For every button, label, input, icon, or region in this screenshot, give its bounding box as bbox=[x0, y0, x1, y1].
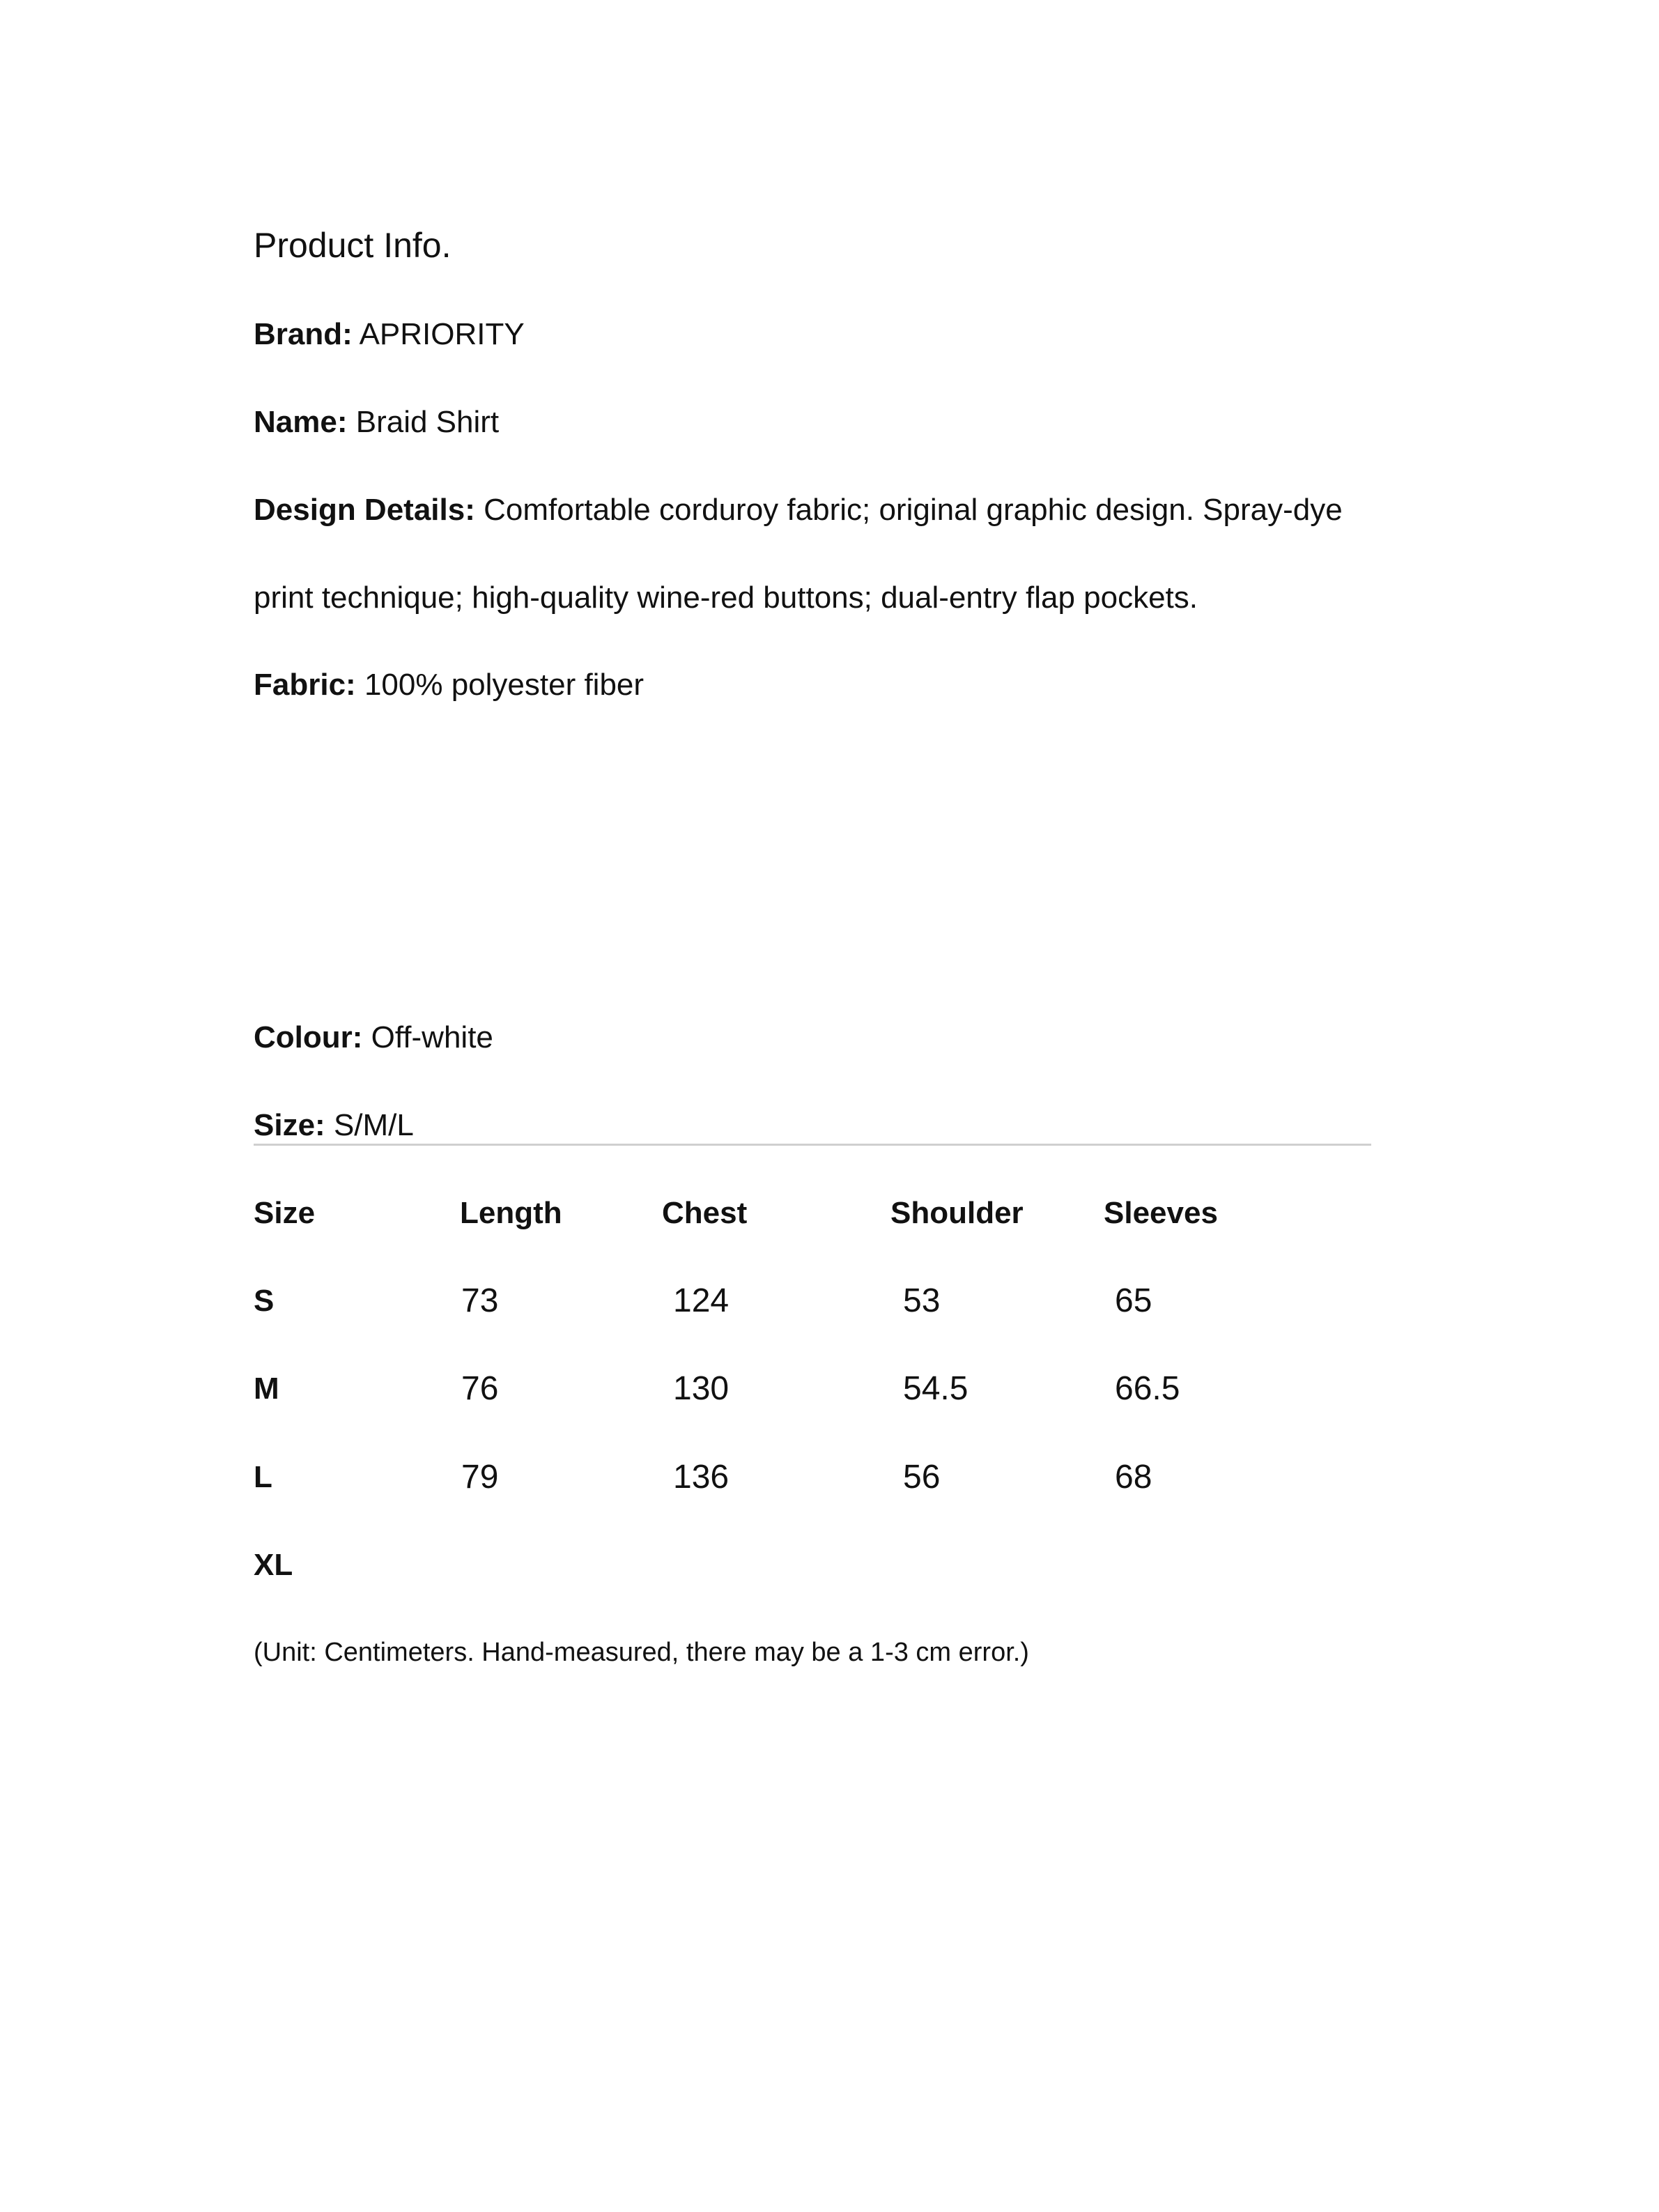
colour-label: Colour: bbox=[254, 1020, 363, 1054]
table-cell-shoulder: 54.5 bbox=[903, 1370, 969, 1407]
header-size: Size bbox=[254, 1196, 316, 1230]
design-details-label: Design Details: bbox=[254, 493, 475, 527]
header-chest: Chest bbox=[662, 1196, 748, 1230]
table-cell-sleeves: 68 bbox=[1115, 1459, 1152, 1496]
brand-label: Brand: bbox=[254, 317, 353, 351]
name-line bbox=[254, 403, 499, 442]
table-cell-length: 73 bbox=[461, 1282, 499, 1319]
fabric-label: Fabric: bbox=[254, 668, 356, 702]
name-label: Name: bbox=[254, 405, 348, 439]
name-value: Braid Shirt bbox=[355, 405, 500, 439]
header-length: Length bbox=[460, 1196, 562, 1230]
table-cell-sleeves: 66.5 bbox=[1115, 1370, 1180, 1407]
design-details-line-2 bbox=[254, 578, 1198, 617]
table-row-size: M bbox=[254, 1372, 279, 1406]
header-shoulder: Shoulder bbox=[890, 1196, 1024, 1230]
design-details-line-1 bbox=[254, 491, 1343, 530]
table-cell-chest: 136 bbox=[673, 1459, 730, 1496]
page-title: Product Info. bbox=[254, 226, 452, 265]
measurement-note: (Unit: Centimeters. Hand-measured, there may be a 1-3 cm error.) bbox=[254, 1638, 1029, 1667]
table-row-size: L bbox=[254, 1460, 272, 1494]
colour-value: Off-white bbox=[371, 1020, 493, 1054]
table-row-size: XL bbox=[254, 1548, 293, 1582]
brand-line bbox=[254, 315, 525, 354]
table-cell-shoulder: 53 bbox=[903, 1282, 941, 1319]
design-details-text-1: Comfortable corduroy fabric; original graphic design. Spray-dye bbox=[484, 493, 1343, 527]
brand-value: APRIORITY bbox=[359, 317, 525, 351]
table-cell-chest: 130 bbox=[673, 1370, 730, 1407]
table-cell-chest: 124 bbox=[673, 1282, 730, 1319]
table-cell-sleeves: 65 bbox=[1115, 1282, 1152, 1319]
fabric-value: 100% polyester fiber bbox=[364, 668, 645, 702]
size-label: Size: bbox=[254, 1108, 325, 1142]
table-cell-shoulder: 56 bbox=[903, 1459, 941, 1496]
table-cell-length: 79 bbox=[461, 1459, 499, 1496]
size-value: S/M/L bbox=[333, 1108, 414, 1142]
size-line bbox=[254, 1106, 414, 1145]
table-cell-length: 76 bbox=[461, 1370, 499, 1407]
table-row-size: S bbox=[254, 1284, 275, 1318]
header-sleeves: Sleeves bbox=[1104, 1196, 1218, 1230]
colour-line bbox=[254, 1018, 493, 1057]
divider bbox=[254, 1144, 1371, 1146]
fabric-line bbox=[254, 666, 644, 705]
design-details-text-2: print technique; high-quality wine-red buttons; dual-entry flap pockets. bbox=[254, 581, 1198, 615]
